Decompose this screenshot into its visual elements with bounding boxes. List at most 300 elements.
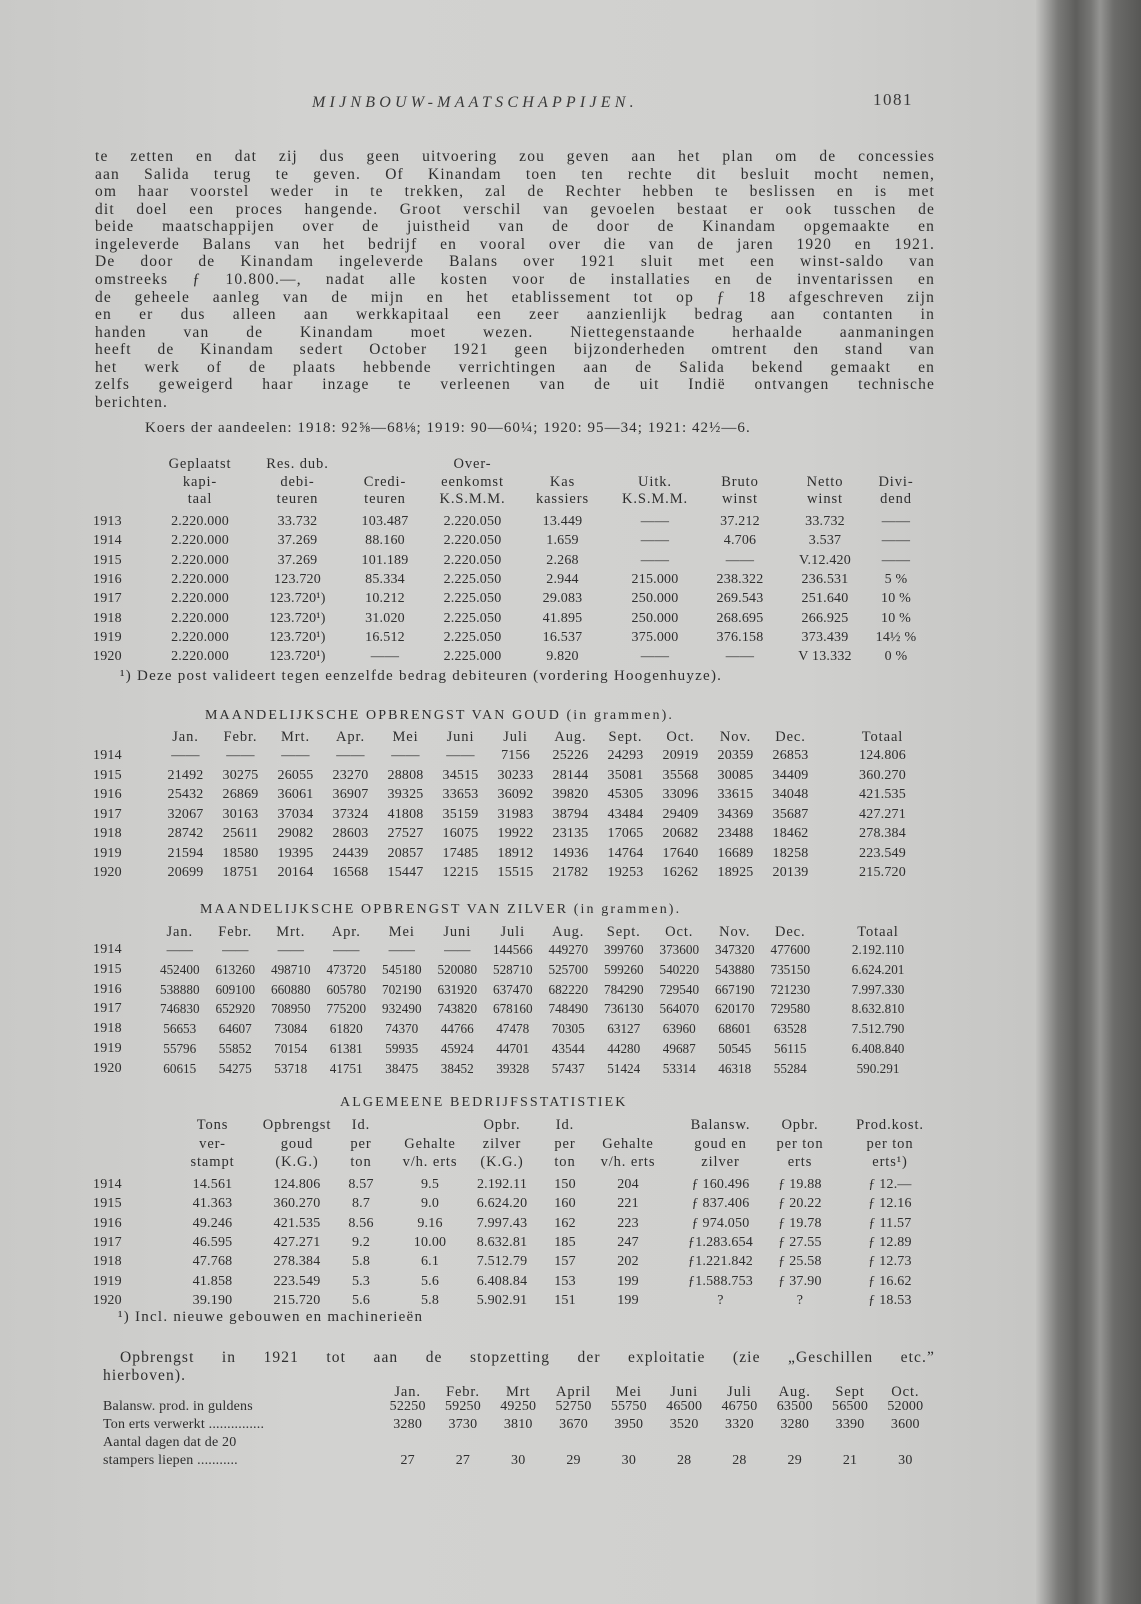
table-cell: 2.220.000 [171, 610, 229, 626]
table-cell: 3670 [559, 1417, 588, 1432]
column-header-line: kapi- [182, 473, 218, 490]
body-text-line: omstreeks ƒ 10.800.—, nadat alle kosten voor de installaties en de inventarissen en [95, 270, 935, 288]
table-cell: 37324 [332, 806, 369, 822]
column-header-line: Aug. [554, 729, 587, 745]
table-cell: 0 % [884, 649, 908, 665]
table-cell: 37034 [277, 806, 314, 822]
table-cell: 157 [554, 1254, 576, 1270]
table-cell: 20139 [772, 865, 809, 880]
table-cell: ƒ 19.78 [778, 1215, 822, 1231]
table-cell: 23488 [717, 826, 754, 841]
column-header-line: Totaal [861, 729, 904, 745]
table-cell: 32067 [167, 806, 204, 822]
table-cell: 30233 [497, 767, 534, 783]
table-cell: 543880 [714, 961, 755, 977]
table-cell: 599260 [603, 961, 644, 977]
table-cell: —— [640, 514, 670, 529]
column-header-line: teuren [276, 491, 319, 507]
table-cell: ƒ 837.406 [691, 1196, 750, 1212]
table-cell: 5.3 [351, 1273, 371, 1289]
table-cell: 678160 [492, 1001, 533, 1017]
table-cell: 55750 [610, 1399, 647, 1414]
table-cell: 41808 [387, 806, 424, 822]
table-cell: 3730 [448, 1417, 478, 1432]
table-cell: —— [446, 748, 475, 763]
table-cell: 620170 [714, 1001, 755, 1017]
table-cell: 30 [621, 1453, 637, 1468]
table-cell: 57437 [551, 1060, 585, 1076]
production-1921-intro-line: hierboven). [103, 1366, 187, 1384]
table-cell: 5.8 [420, 1292, 440, 1308]
column-header-line: Uitk. [638, 473, 672, 490]
body-text-line: dit doel een proces hangende. Groot verschil van gevoelen bestaat er ook tusschen de [95, 200, 935, 218]
table-cell: 52000 [887, 1399, 924, 1414]
table-cell: 748490 [548, 1001, 589, 1017]
table-cell: 2.225.050 [443, 571, 502, 587]
column-header-line: Mei [388, 924, 415, 940]
table-cell: 7.512.790 [851, 1021, 905, 1037]
row-year: 1918 [93, 1254, 122, 1270]
table-cell: 199 [617, 1292, 639, 1308]
table-cell: 8.56 [348, 1215, 374, 1231]
table-cell: 68601 [718, 1021, 752, 1037]
column-header-line: Netto [806, 473, 844, 490]
table-cell: 27 [400, 1453, 415, 1468]
table-cell: 427.271 [859, 806, 906, 822]
table-cell: 2.220.050 [443, 514, 502, 529]
column-header [845, 1116, 935, 1172]
table-cell: 9.2 [351, 1234, 371, 1250]
table-cell: 667190 [714, 981, 755, 997]
column-header-line: erts¹) [872, 1154, 908, 1170]
body-text-line: aan Salida terug te geven. Of Kinandam toen ten rechte dit besluit mocht nemen, [95, 165, 935, 183]
column-header [763, 728, 818, 747]
table-cell: 4.706 [723, 533, 757, 549]
column-header-line: Mrt [506, 1384, 531, 1400]
table-cell: 28 [732, 1453, 747, 1468]
column-header [708, 728, 763, 747]
table-cell: 223.549 [859, 845, 906, 861]
table-cell: 10 % [881, 610, 911, 626]
table-cell: 14936 [552, 845, 589, 861]
column-header-line: Gehalte [602, 1135, 654, 1152]
column-header-line: teuren [364, 491, 406, 507]
table-cell: 7.997.43 [476, 1215, 528, 1231]
table-cell: 39325 [387, 787, 424, 802]
table-cell: 721230 [770, 981, 811, 997]
table-cell: —— [388, 942, 415, 957]
table-cell: 33.732 [277, 514, 318, 529]
column-header-line: Mei [392, 729, 419, 745]
column-header-line: Opbr. [781, 1117, 819, 1133]
column-header-line: Jan. [394, 1384, 421, 1400]
row-year: 1913 [93, 514, 122, 529]
table-cell: 376.158 [716, 629, 764, 645]
table-cell: 54275 [218, 1060, 252, 1076]
statistics-table-footnote: ¹) Incl. nieuwe gebouwen en machinerieën [118, 1309, 424, 1325]
table-cell: —— [881, 552, 911, 568]
column-header [540, 1116, 590, 1172]
table-cell: 735150 [770, 961, 811, 977]
table-cell: 185 [554, 1234, 576, 1250]
table-cell: 729540 [659, 981, 700, 997]
body-text-line: en er dus alleen aan werkkapitaal een zeer aanzienlijk bedrag aan contanten in [95, 306, 935, 324]
table-cell: 449270 [548, 942, 589, 957]
table-cell: 60615 [163, 1060, 197, 1076]
table-cell: 43544 [551, 1041, 585, 1056]
column-header-line: Geplaatst [168, 456, 232, 472]
table-cell: —— [391, 748, 420, 763]
column-header-line: K.S.M.M. [621, 491, 689, 507]
table-cell: —— [444, 942, 471, 957]
table-cell: 45924 [440, 1041, 474, 1056]
table-cell: 103.487 [361, 514, 409, 529]
table-cell: 17640 [662, 845, 699, 861]
row-year: 1914 [93, 942, 122, 957]
table-cell: 28 [676, 1453, 692, 1468]
table-cell: 49.246 [192, 1215, 233, 1231]
table-cell: 729580 [770, 1001, 811, 1017]
table-cell: ƒ 12.89 [868, 1234, 912, 1250]
table-cell: 2.225.050 [443, 591, 502, 607]
table-cell: 28603 [332, 826, 369, 841]
table-cell: ƒ1.588.753 [688, 1273, 753, 1289]
column-header [258, 1116, 336, 1172]
table-cell: ? [717, 1292, 724, 1308]
table-cell: —— [370, 649, 400, 665]
table-cell: 21 [842, 1453, 858, 1468]
column-header-line: Bruto [721, 473, 759, 490]
table-cell: 124.806 [273, 1177, 321, 1192]
table-cell: 88.160 [365, 533, 405, 549]
table-cell: 36907 [332, 787, 369, 802]
table-cell: ƒ 16.62 [868, 1273, 912, 1289]
table-cell: 14½ % [875, 629, 917, 645]
table-cell: ƒ 974.050 [691, 1215, 750, 1231]
table-cell: 564070 [659, 1001, 700, 1017]
table-cell: 215.000 [631, 571, 679, 587]
table-cell: 250.000 [631, 591, 679, 607]
table-cell: 20359 [717, 748, 754, 763]
row-year: 1916 [93, 787, 122, 802]
column-header [213, 728, 268, 747]
table-cell: 278.384 [273, 1254, 321, 1270]
column-header-line: Mei [615, 1384, 642, 1400]
table-cell: 421.535 [273, 1215, 321, 1231]
table-cell: 3.537 [808, 533, 842, 549]
table-cell: 123.720¹) [269, 649, 326, 665]
table-cell: 2.220.000 [171, 591, 229, 607]
table-cell: 784290 [603, 981, 644, 997]
table-cell: 18462 [772, 826, 809, 841]
table-cell: 50545 [718, 1041, 752, 1056]
table-cell: 41751 [329, 1060, 363, 1076]
table-cell: 6.408.840 [851, 1041, 905, 1056]
column-header-line: Kas [549, 473, 576, 490]
column-header-line: debi- [280, 473, 315, 490]
table-cell: 26853 [772, 748, 809, 763]
table-cell: 160 [554, 1196, 576, 1212]
table-cell: 27527 [387, 826, 424, 841]
table-cell: 123.720 [274, 571, 321, 587]
table-cell: 30 [898, 1453, 913, 1468]
table-cell: 6.624.20 [476, 1196, 528, 1212]
body-text-line: het werk of de plaats hebbende verrichtingen aan de Salida bekend gemaakt en [95, 358, 935, 376]
table-cell: 33615 [717, 787, 754, 802]
column-header-line: Prod.kost. [856, 1117, 924, 1133]
table-cell: —— [222, 942, 249, 957]
column-header-line: Totaal [857, 924, 899, 940]
table-cell: 64607 [218, 1021, 252, 1037]
table-cell: 36061 [277, 787, 314, 802]
table-cell: 5 % [884, 571, 908, 587]
table-cell: 746830 [159, 1001, 200, 1017]
column-header-line: Febr. [223, 729, 258, 745]
table-cell: ƒ 27.55 [778, 1234, 822, 1250]
table-cell: 63528 [773, 1021, 807, 1037]
table-cell: 236.531 [801, 571, 849, 587]
row-year: 1914 [93, 533, 122, 549]
table-cell: 247 [617, 1234, 639, 1250]
table-cell: 123.720¹) [269, 610, 326, 626]
table-cell: 29 [566, 1453, 581, 1468]
table-cell: 18580 [222, 845, 259, 861]
table-cell: 2.944 [546, 571, 579, 587]
table-cell: 20919 [662, 748, 699, 763]
column-header-line: Opbrengst [262, 1117, 332, 1133]
column-header-line: Over- [453, 456, 492, 472]
table-cell: 73084 [274, 1021, 308, 1037]
table-cell: 33096 [662, 787, 699, 802]
table-cell: 2.220.000 [171, 649, 229, 665]
table-cell: ƒ1.283.654 [688, 1234, 753, 1250]
table-cell: 18912 [497, 845, 534, 861]
table-cell: 373.439 [801, 629, 849, 645]
column-header-line: eenkomst [441, 473, 504, 490]
column-header [765, 1116, 835, 1172]
table-cell: 708950 [270, 1001, 311, 1017]
table-cell: —— [725, 649, 755, 665]
column-header-line: Aug. [778, 1384, 811, 1400]
column-header [870, 456, 922, 509]
table-cell: 251.640 [801, 591, 849, 607]
table-cell: 15515 [497, 865, 534, 880]
column-header-line: Dec. [774, 924, 806, 940]
table-cell: 55796 [163, 1041, 197, 1056]
column-header-line: Juni [446, 729, 475, 745]
table-cell: 13.449 [542, 514, 583, 529]
table-cell: 55284 [773, 1060, 807, 1076]
table-cell: —— [881, 514, 911, 529]
table-cell: 17485 [442, 845, 479, 861]
row-year: 1916 [93, 981, 122, 997]
column-header-line: Id. [351, 1117, 371, 1133]
column-header-line: winst [722, 491, 758, 507]
column-header-line: Juli [503, 729, 528, 745]
table-cell: 221 [617, 1196, 639, 1212]
row-year: 1919 [93, 1273, 122, 1289]
table-cell: 41.895 [542, 610, 583, 626]
table-cell: 25432 [167, 787, 204, 802]
balance-table-footnote: ¹) Deze post valideert tegen eenzelfde bedrag debiteuren (vordering Hoogenhuyze). [120, 668, 723, 684]
column-header-line: April [555, 1384, 592, 1400]
table-cell: 5.8 [351, 1254, 371, 1270]
table-cell: 637470 [492, 981, 533, 997]
table-cell: 1.659 [546, 533, 579, 549]
table-cell: 39328 [496, 1060, 530, 1076]
table-cell: ? [796, 1292, 804, 1308]
table-cell: 6.1 [420, 1254, 440, 1270]
table-cell: 74370 [385, 1021, 419, 1037]
table-cell: 540220 [659, 961, 700, 977]
table-cell: 35687 [772, 806, 809, 822]
row-year: 1914 [93, 1177, 122, 1192]
table-cell: 47.768 [192, 1254, 233, 1270]
table-cell: ƒ 37.90 [778, 1273, 822, 1289]
row-year: 1915 [93, 767, 122, 783]
table-cell: —— [725, 552, 755, 568]
table-cell: 19922 [497, 826, 534, 841]
table-cell: 16.537 [542, 629, 583, 645]
table-cell: 9.5 [420, 1177, 440, 1192]
body-text-line: om haar voorstel weder in te trekken, zal de Rechter hebben te beslissen en is met [95, 183, 935, 201]
column-header-line: Oct. [665, 924, 694, 940]
column-header-line: goud [280, 1135, 314, 1152]
table-cell: 7.512.79 [476, 1254, 528, 1270]
table-cell: ƒ1.221.842 [688, 1254, 753, 1270]
row-year: 1916 [93, 571, 122, 587]
table-cell: V 13.332 [798, 649, 852, 665]
table-cell: 682220 [548, 981, 589, 997]
page-number: 1081 [873, 90, 913, 109]
column-header-line: K.S.M.M. [439, 491, 506, 507]
column-header [425, 456, 520, 509]
table-cell: 49250 [500, 1399, 537, 1414]
column-header-line: v/h. erts [600, 1154, 656, 1170]
table-cell: 150 [554, 1177, 576, 1192]
table-cell: 17065 [607, 826, 644, 841]
column-header-line: Sept [835, 1384, 865, 1400]
table-cell: 30163 [222, 806, 259, 822]
row-year: 1915 [93, 961, 122, 977]
row-year: 1917 [93, 806, 122, 822]
table-cell: 16.512 [365, 629, 405, 645]
column-header-line: Gehalte [404, 1135, 456, 1152]
column-header-line: Sept. [606, 924, 641, 940]
table-cell: 238.322 [716, 571, 764, 587]
table-cell: 52250 [389, 1399, 426, 1414]
table-cell: 9.0 [420, 1196, 440, 1212]
row-year: 1915 [93, 1196, 122, 1212]
table-cell: 25611 [222, 826, 259, 841]
table-cell: 35081 [607, 767, 644, 783]
table-cell: 52750 [555, 1399, 592, 1414]
table-cell: 3280 [780, 1417, 810, 1432]
table-cell: 38475 [385, 1060, 419, 1076]
body-text-line: heeft de Kinandam sedert October 1921 geen bijzonderheden omtrent den stand van [95, 341, 935, 359]
table-cell: 2.192.11 [476, 1177, 528, 1192]
table-cell: 41.858 [192, 1273, 233, 1289]
table-cell: 37.269 [277, 552, 318, 568]
table-cell: 250.000 [631, 610, 679, 626]
table-cell: 10.00 [413, 1234, 447, 1250]
table-cell: 23135 [552, 826, 589, 841]
table-cell: ƒ 11.57 [868, 1215, 912, 1231]
column-header-line: Sept. [608, 729, 643, 745]
table-cell: 2.192.110 [851, 942, 905, 957]
column-header [345, 456, 425, 509]
table-cell: 590.291 [856, 1060, 900, 1076]
table-cell: 631920 [437, 981, 478, 997]
table-cell: 375.000 [631, 629, 679, 645]
table-cell: 452400 [159, 961, 200, 977]
row-year: 1918 [93, 1021, 122, 1037]
table-cell: 39.190 [192, 1292, 233, 1308]
table-cell: 202 [617, 1254, 639, 1270]
table-cell: 29082 [277, 826, 314, 841]
table-cell: 70154 [274, 1041, 308, 1056]
column-header-line: stampt [190, 1154, 235, 1170]
table-cell: 3600 [890, 1417, 920, 1432]
table-cell: 20699 [167, 865, 204, 880]
column-header-line: Nov. [719, 924, 751, 940]
table-cell: 5.902.91 [476, 1292, 528, 1308]
column-header-line: Res. dub. [266, 456, 329, 472]
column-header [158, 728, 213, 747]
table-cell: 124.806 [859, 748, 906, 763]
table-cell: 53314 [662, 1060, 696, 1076]
table-cell: 46318 [718, 1060, 752, 1076]
column-header-line: Oct. [891, 1384, 920, 1400]
table-cell: 27 [455, 1453, 471, 1468]
row-label: Aantal dagen dat de 20 [103, 1435, 237, 1450]
row-label: Ton erts verwerkt ............... [103, 1417, 265, 1432]
table-cell: 63127 [607, 1021, 641, 1037]
table-cell: 20682 [662, 826, 699, 841]
column-header-line: Mrt. [276, 924, 306, 940]
column-header [378, 728, 433, 747]
column-header-line: Divi- [878, 473, 914, 490]
silver-table-title: MAANDELIJKSCHE OPBRENGST VAN ZILVER (in grammen). [200, 902, 682, 917]
table-cell: 18925 [717, 865, 754, 880]
column-header [653, 728, 708, 747]
table-cell: 34409 [772, 767, 809, 783]
table-cell: 204 [617, 1177, 639, 1192]
table-cell: 269.543 [716, 591, 764, 607]
table-cell: 51424 [607, 1060, 641, 1076]
column-header [466, 1116, 538, 1172]
table-cell: 33653 [442, 787, 479, 802]
row-year: 1920 [93, 649, 122, 665]
table-cell: 932490 [381, 1001, 422, 1017]
table-cell: 26869 [222, 787, 259, 802]
table-cell: 2.220.000 [171, 533, 229, 549]
table-cell: 28144 [552, 767, 589, 783]
table-cell: ƒ 18.53 [868, 1292, 912, 1308]
table-cell: 2.220.050 [443, 552, 502, 568]
column-header-line: Apr. [331, 924, 361, 940]
table-cell: 427.271 [273, 1234, 321, 1250]
table-cell: 53718 [274, 1060, 308, 1076]
table-cell: 44766 [440, 1021, 474, 1037]
table-cell: 63500 [776, 1399, 813, 1414]
table-cell: 14.561 [192, 1177, 233, 1192]
table-cell: —— [333, 942, 360, 957]
table-cell: 223.549 [273, 1273, 321, 1289]
column-header [598, 728, 653, 747]
table-cell: 37.269 [277, 533, 318, 549]
table-cell: 59250 [444, 1399, 481, 1414]
